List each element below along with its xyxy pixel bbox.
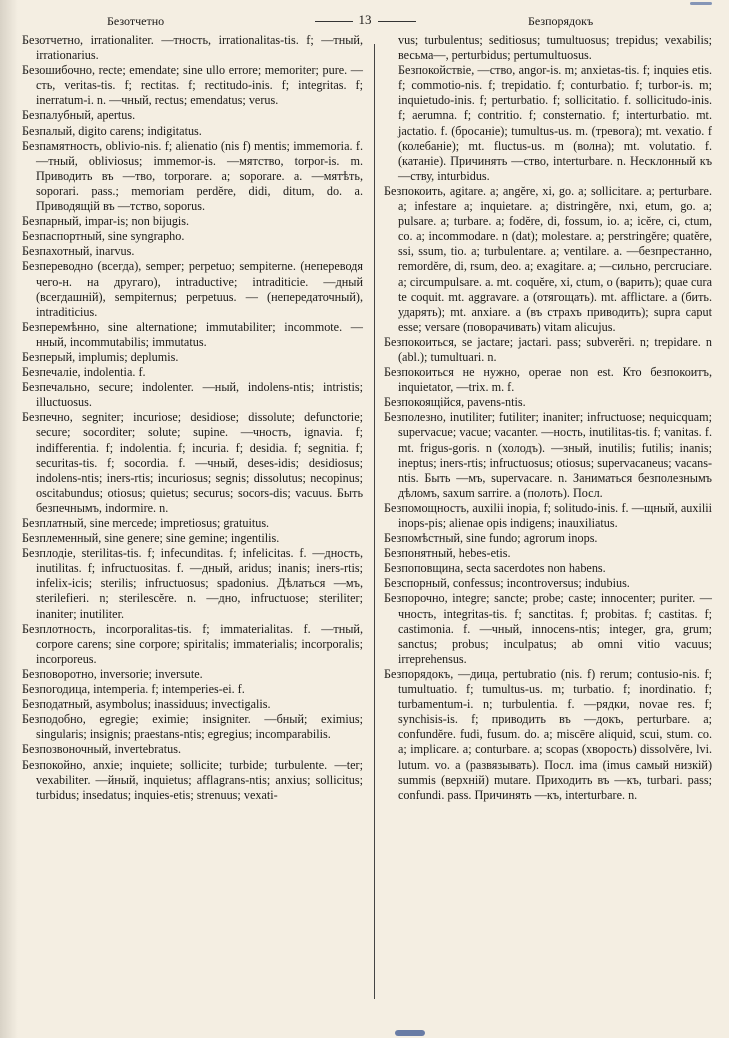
dictionary-entry: Безпечаліе, indolentia. f. <box>22 365 146 380</box>
entry-continuation: vus; turbulentus; seditiosus; tumultuosus; trepidus; vexabilis; весьма—, perturbidus; pertumultuosus. <box>398 33 712 63</box>
dictionary-entry: Безповоротно, inversorie; inversute. <box>22 666 203 681</box>
running-head-right: Безпорядокъ <box>528 14 594 28</box>
dictionary-entry: Безплатный, sine mercede; impretiosus; gratuitus. <box>22 516 270 530</box>
dictionary-entry: Безподобно, egregie; eximie; insigniter. —бный; eximius; singularis; insignis; praestans-ntis; egregius; incomparabilis. <box>22 712 363 742</box>
dictionary-entry: Безотчетно, irrationaliter. —тность, irrationalitas-tis. f; —тный, irrationarius. <box>22 33 363 63</box>
page-number-text: 13 <box>358 12 372 27</box>
dictionary-entry: Безпарный, impar-is; non bijugis. <box>22 214 190 229</box>
dictionary-entry: Безпечально, secure; indolenter. —ный, indolens-ntis; intristis; illuctuosus. <box>22 380 363 410</box>
dictionary-entry: Безпахотный, inarvus. <box>22 244 135 259</box>
dictionary-entry: Безспорный, confessus; incontroversus; indubius. <box>384 576 630 591</box>
dictionary-entry: Безпалый, digito carens; indigitatus. <box>22 123 202 138</box>
dictionary-entry: Безперемѣнно, sine alternatione; immutabiliter; incommote. —нный, incommutabilis; immutatus. <box>22 319 363 349</box>
right-column <box>384 33 712 803</box>
dictionary-entry: Безпокоиться не нужно, operae non est. Кто безпокоитъ, inquietator, —trix. m. f. <box>384 365 712 395</box>
dictionary-entry: Безошибочно, recte; emendate; sine ullo errore; memoriter; pure. —сть, veritas-tis. f; rectitas. f; rectitudo-inis. f; integritas. f; inerratum-i. n. —чный, rectus; emendatus; verus. <box>22 63 363 108</box>
dictionary-entry: Безпозвоночный, invertebratus. <box>22 742 181 757</box>
dictionary-entry: Безпокоить, agitare. a; angĕre, xi, go. a; sollicitare. a; perturbare. a; infestare a; inquietare. a; distringĕre, nxi, etum, go. a; pulsare. a; turbare. a; fodĕre, di, fossum, io. a; icĕre, ci, ctum, co. a; incommodare. n (dat); molestare. a; perstringĕre; quatĕre, ssi, ssum, tio. a; turbulentare. a; ventilare. a. —безпрестанно, remordĕre, di, rsum, deo. a; exagitare. a; —сильно, percruciare. a; circumpulsare. a. mt. coquĕre, xi, ctum, o (варить); quae cura te coquit. mt. aggravare. a (отягощать). mt. afflictare. a (бить. ударять); mt. anxiare. a (въ страхъ приводить); supra caput esse; versare (поворачивать) vitam alicujus. <box>384 183 712 334</box>
dictionary-entry: Безпоповщина, secta sacerdotes non habens. <box>384 561 606 576</box>
dictionary-entry: Безпомѣстный, sine fundo; agrorum inops. <box>384 531 598 546</box>
dictionary-entry: Безпокойно, anxie; inquiete; sollicite; turbide; turbulente. —ter; vexabiliter. —йный, inquietus; afflagrans-ntis; anxius; sollicitus; turbidus; insedatus; inquies-etis; strenuus; vexati- <box>22 757 363 802</box>
page-edge-shadow <box>0 0 18 1038</box>
column-divider <box>374 44 375 999</box>
right-entries <box>384 184 712 803</box>
sub-entry: Безпокойствіе, —ство, angor-is. m; anxietas-tis. f; inquies etis. f; commotio-nis. f; trepidatio. f; conturbatio. f; turbor-is. m; inquietudo-inis. f; perturbatio. f; sollicitatio. f. sollicitudo-inis. f; aerumna. f; contritio. f; consternatio. f; interturbatio. mt. jactatio. f. (бросаніе); tumultus-us. m. (тревога); mt. vexatio. f (колебаніе); mt. fluctus-us. m (волна); mt. volutatio. f. (катаніе). Причинять —ство, interturbare. n. Несклонный къ —ству, inturbidus. <box>398 63 712 183</box>
dictionary-entry: Безподатный, asymbolus; inassiduus; invectigalis. <box>22 697 271 712</box>
dictionary-entry: Безпечно, segniter; incuriose; desidiose; dissolute; defunctorie; secure; socorditer; solute; supine. —чность, ignavia. f; indifferentia. f; indolentia. f; incuria. f; desidia. f; segnitia. f; securitas-tis. f; socordia. f. —чный, deses-idis; desidiosus; indolens-ntis; iners-rtis; incuriosus; segnis; dissolutus; necopinus; oscitabundus; otiosus; quietus; securus; socors-dis; vacuus. Быть безпечнымъ, indormire. n. <box>22 410 363 515</box>
dictionary-entry: Безплеменный, sine genere; sine gemine; ingentilis. <box>22 531 280 546</box>
dictionary-entry: Безпереводно (всегда), semper; perpetuo; sempiterne. (непереводя чего-н. на другаго), intraductive; intraditicie. —дный (всегдашній), sempiternus; perpetuus. — (непередаточный), intraditicius. <box>22 259 363 319</box>
dictionary-entry: Безпамятность, oblivio-nis. f; alienatio (nis f) mentis; immemoria. f. —тный, obliviosus; immemor-is. —мятство, torpor-is. m. Приводить въ —тво, torporare. a; soporare. a. —мятѣть, soporari. pass.; memoriam perdĕre, didi, ditum, do. a. Приводящій въ —тство, soporus. <box>22 138 363 214</box>
left-column <box>22 33 363 803</box>
dictionary-entry: Безпаспортный, sine syngrapho. <box>22 229 185 244</box>
ink-mark <box>690 2 712 5</box>
dictionary-entry: Безплодіе, sterilitas-tis. f; infecunditas. f; infelicitas. f. —дность, inutilitas. f; infructuositas. f. —дный, aridus; inanis; iners-rtis; infelix-icis; sterilis; infructuosus; spadonius. Дѣлаться —мъ, sterilefieri. n; sterilescĕre. n. —дно, infructuose; steriliter; inaniter; inutiliter. <box>22 546 363 621</box>
dictionary-entry: Безперый, implumis; deplumis. <box>22 349 179 364</box>
ink-mark <box>395 1030 425 1036</box>
page-number <box>300 12 430 28</box>
dictionary-entry: Безпомощность, auxilii inopia, f; solitudo-inis. f. —щный, auxilii inops-pis; alienae opis indigens; inauxiliatus. <box>384 500 712 530</box>
dictionary-entry: Безпалубный, apertus. <box>22 108 136 123</box>
running-head-left: Безотчетно <box>107 14 165 28</box>
dictionary-entry: Безпокоящійся, pavens-ntis. <box>384 395 526 410</box>
dictionary-entry: Безпогодица, intemperia. f; intemperies-ei. f. <box>22 682 245 697</box>
dictionary-entry: Безпокоиться, se jactare; jactari. pass; subverĕri. n; trepidare. n (abl.); tumultuari. n. <box>384 334 712 364</box>
dictionary-entry: Безпонятный, hebes-etis. <box>384 546 511 561</box>
dictionary-entry: Безплотность, incorporalitas-tis. f; immaterialitas. f. —тный, corpore carens; sine corpore; spiritalis; immaterialis; incorporalis; incorporeus. <box>22 621 363 666</box>
dictionary-entry: Безпорочно, integre; sancte; probe; caste; innocenter; puriter. —чность, integritas-tis. f; sanctitas. f; probitas. f; castitas. f; castimonia. f. —чный, innocens-ntis; integer, gra, grum; sanctus; probus; inculpatus; ab omni vitio vacuus; irreprehensus. <box>384 591 712 666</box>
dictionary-entry: Безполезно, inutiliter; futiliter; inaniter; infructuose; nequicquam; supervacue; vacue; vacanter. —ность, inutilitas-tis. f; vanitas. f. mt. frigus-goris. n (холодъ). —зный, inutilis; futilis; inanis; ineptus; iners-rtis; infructuosus; otiosus; supervacaneus; vacans-ntis. Быть —мъ, supervacare. n. Заниматься безполезнымъ дѣломъ, saxum sarrire. a (полоть). Посл. <box>384 410 712 500</box>
dictionary-entry: Безпорядокъ, —дица, pertubratio (nis. f) rerum; contusio-nis. f; tumultuatio. f; tumultus-us. m; turbatio. f; inordinatio. f; turbamentum-i. n; turbulentia. f. —рядки, novae res. f; synchisis-is. f; приводить въ —докъ, perturbare. a; confundĕre. fudi, fusum. do. a; miscēre aliquid, scui, stum. co. a; implicare. a; conturbare. a; scopas (хворость) dissolvĕre, lvi. lutum. vo. a (развязывать). Посл. ima (imus самый низкій) summis (верхній) mutare. Приходить въ —къ, turbari. pass; confundi. pass. Причинять —къ, interturbare. n. <box>384 666 712 802</box>
